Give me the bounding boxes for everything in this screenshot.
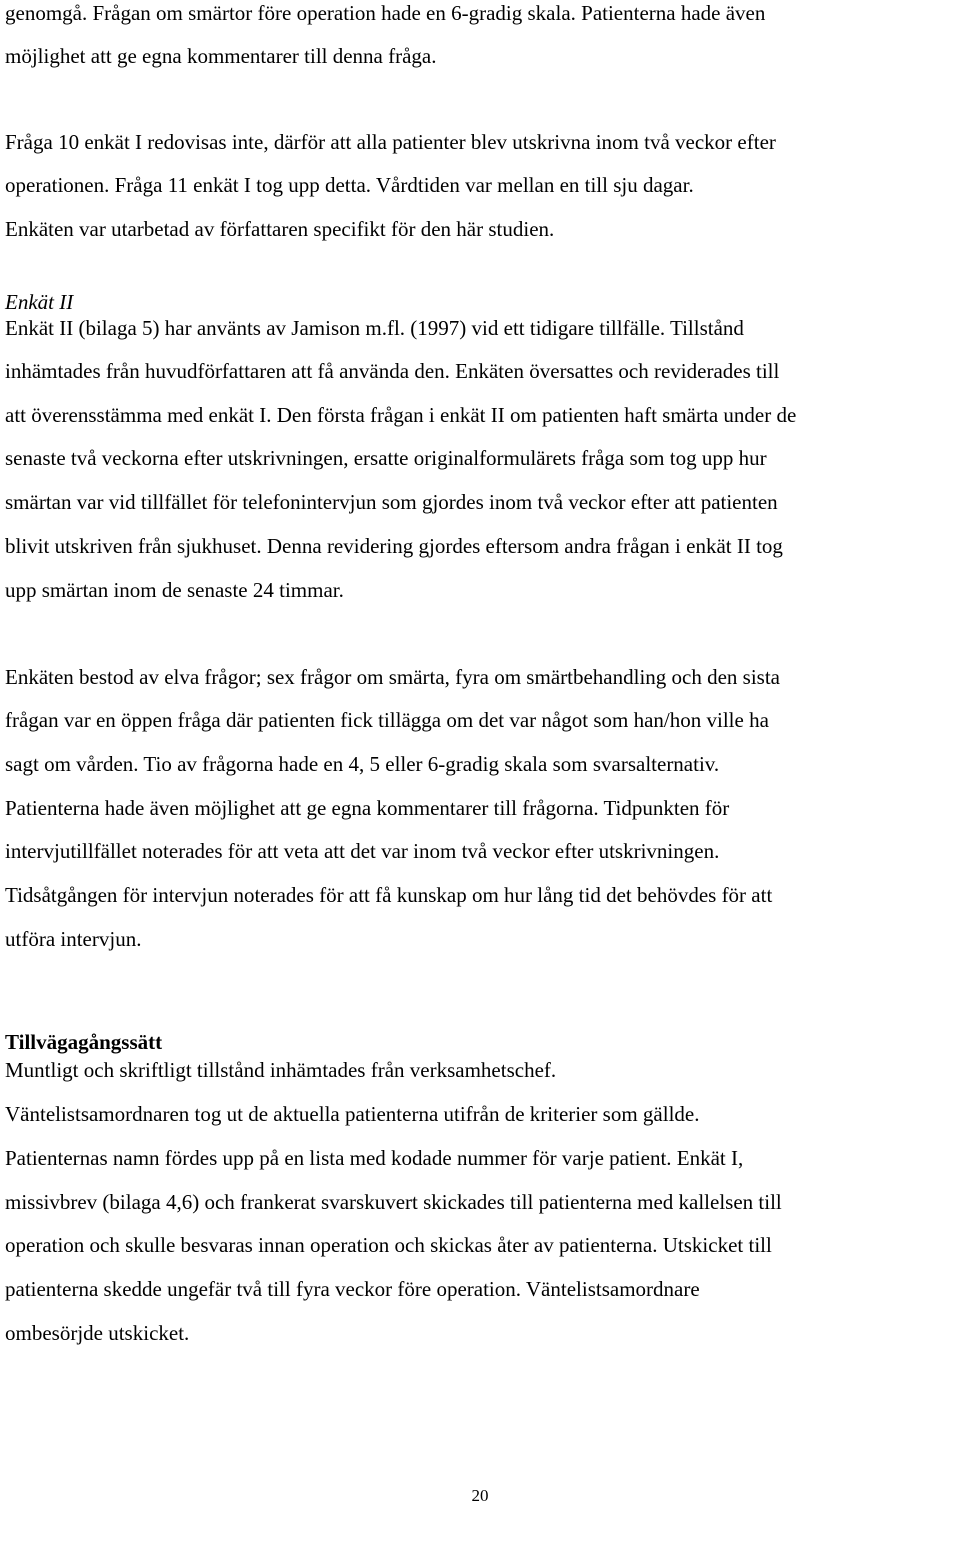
text-line: patienterna skedde ungefär två till fyra veckor före operation. Väntelistsamordnare: [5, 1277, 700, 1301]
text-line: Fråga 10 enkät I redovisas inte, därför att alla patienter blev utskrivna inom två veckor efter: [5, 130, 776, 154]
text-line: upp smärtan inom de senaste 24 timmar.: [5, 578, 344, 602]
text-line: utföra intervjun.: [5, 927, 142, 951]
text-line: Muntligt och skriftligt tillstånd inhämtades från verksamhetschef.: [5, 1058, 557, 1082]
text-line: operation och skulle besvaras innan operation och skickas åter av patienterna. Utskicket till: [5, 1233, 772, 1257]
text-line: att överensstämma med enkät I. Den första frågan i enkät II om patienten haft smärta under de: [5, 403, 797, 427]
text-line: Enkäten bestod av elva frågor; sex frågor om smärta, fyra om smärtbehandling och den sista: [5, 665, 781, 689]
text-line: genomgå. Frågan om smärtor före operation hade en 6-gradig skala. Patienterna hade även: [5, 1, 766, 25]
page-number: 20: [471, 1486, 489, 1505]
text-line: möjlighet att ge egna kommentarer till denna fråga.: [5, 44, 437, 68]
text-line: smärtan var vid tillfället för telefonintervjun som gjordes inom två veckor efter att patienten: [5, 490, 778, 514]
text-line: ombesörjde utskicket.: [5, 1321, 190, 1345]
text-line: operationen. Fråga 11 enkät I tog upp detta. Vårdtiden var mellan en till sju dagar.: [5, 173, 694, 197]
text-line: Enkät II (bilaga 5) har använts av Jamison m.fl. (1997) vid ett tidigare tillfälle. Tillstånd: [5, 316, 744, 340]
text-line: Tidsåtgången för intervjun noterades för att få kunskap om hur lång tid det behövdes för att: [5, 883, 773, 907]
text-line: Patienternas namn fördes upp på en lista med kodade nummer för varje patient. Enkät I,: [5, 1146, 744, 1170]
text-line: inhämtades från huvudförfattaren att få använda den. Enkäten översattes och reviderades till: [5, 359, 780, 383]
section-heading-tillvagagangssatt: Tillvägagångssätt: [5, 1030, 163, 1054]
text-line: senaste två veckorna efter utskrivningen, ersatte originalformulärets fråga som tog upp hur: [5, 446, 767, 470]
text-line: Patienterna hade även möjlighet att ge egna kommentarer till frågorna. Tidpunkten för: [5, 796, 730, 820]
text-line: Väntelistsamordnaren tog ut de aktuella patienterna utifrån de kriterier som gällde.: [5, 1102, 700, 1126]
text-line: blivit utskriven från sjukhuset. Denna revidering gjordes eftersom andra frågan i enkät II tog: [5, 534, 783, 558]
text-line: missivbrev (bilaga 4,6) och frankerat svarskuvert skickades till patienterna med kallelsen till: [5, 1190, 782, 1214]
section-heading-enkat-2: Enkät II: [5, 290, 74, 314]
text-line: Enkäten var utarbetad av författaren specifikt för den här studien.: [5, 217, 555, 241]
text-line: frågan var en öppen fråga där patienten fick tillägga om det var något som han/hon ville ha: [5, 708, 769, 732]
text-line: sagt om vården. Tio av frågorna hade en 4, 5 eller 6-gradig skala som svarsalternativ.: [5, 752, 720, 776]
text-line: intervjutillfället noterades för att veta att det var inom två veckor efter utskrivningen.: [5, 839, 720, 863]
